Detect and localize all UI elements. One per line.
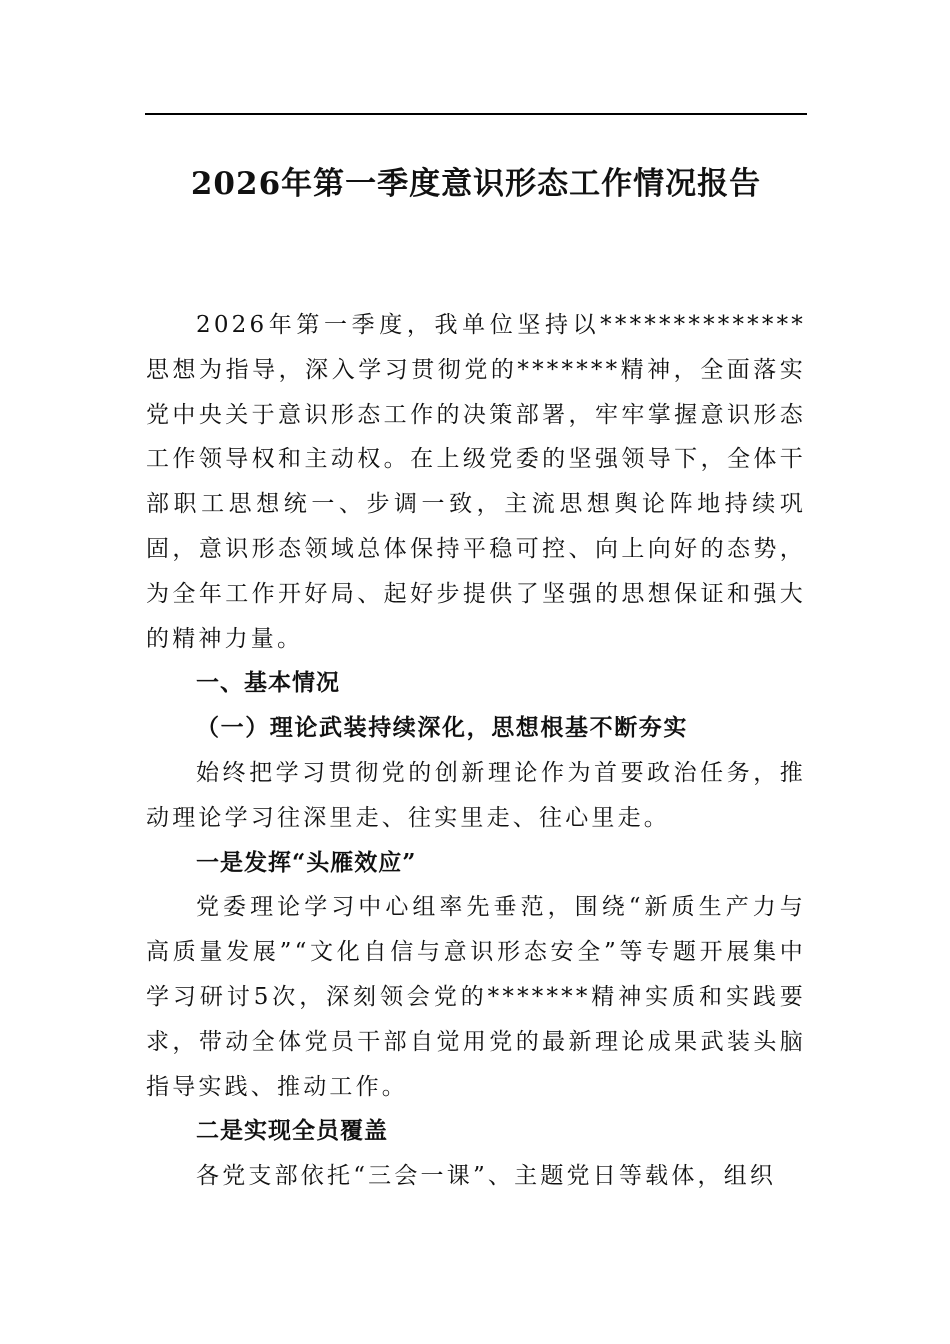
section-heading-basic-situation: 一、基本情况 [196,669,340,697]
document-body [146,303,806,1199]
point-two-paragraph: 各党支部依托“三会一课”、主题党日等载体，组织 [196,1163,777,1190]
point-one-paragraph: 党委理论学习中心组率先垂范，围绕“新质生产力与高质量发展”“文化自信与意识形态安全”等专题开展集中学习研讨5次，深刻领会党的*******精神实质和实践要求，带动全体党员干部自觉用党的最新理论成果武装头脑指导实践、推动工作。 [146,894,806,1100]
header-rule [145,113,807,115]
point-heading-one: 一是发挥“头雁效应” [196,848,417,876]
point-heading-two: 二是实现全员覆盖 [196,1117,388,1145]
theory-paragraph: 始终把学习贯彻党的创新理论作为首要政治任务，推动理论学习往深里走、往实里走、往心里走。 [146,759,806,831]
subsection-heading-theory: （一）理论武装持续深化，思想根基不断夯实 [196,714,688,742]
document-title: 2026年第一季度意识形态工作情况报告 [190,166,762,202]
intro-paragraph: 2026年第一季度，我单位坚持以**************思想为指导，深入学习贯彻党的*******精神，全面落实党中央关于意识形态工作的决策部署，牢牢掌握意识形态工作领导权和主动权。在上级党委的坚强领导下，全体干部职工思想统一、步调一致，主流思想舆论阵地持续巩固，意识形态领域总体保持平稳可控、向上向好的态势，为全年工作开好局、起好步提供了坚强的思想保证和强大的精神力量。 [146,312,806,652]
